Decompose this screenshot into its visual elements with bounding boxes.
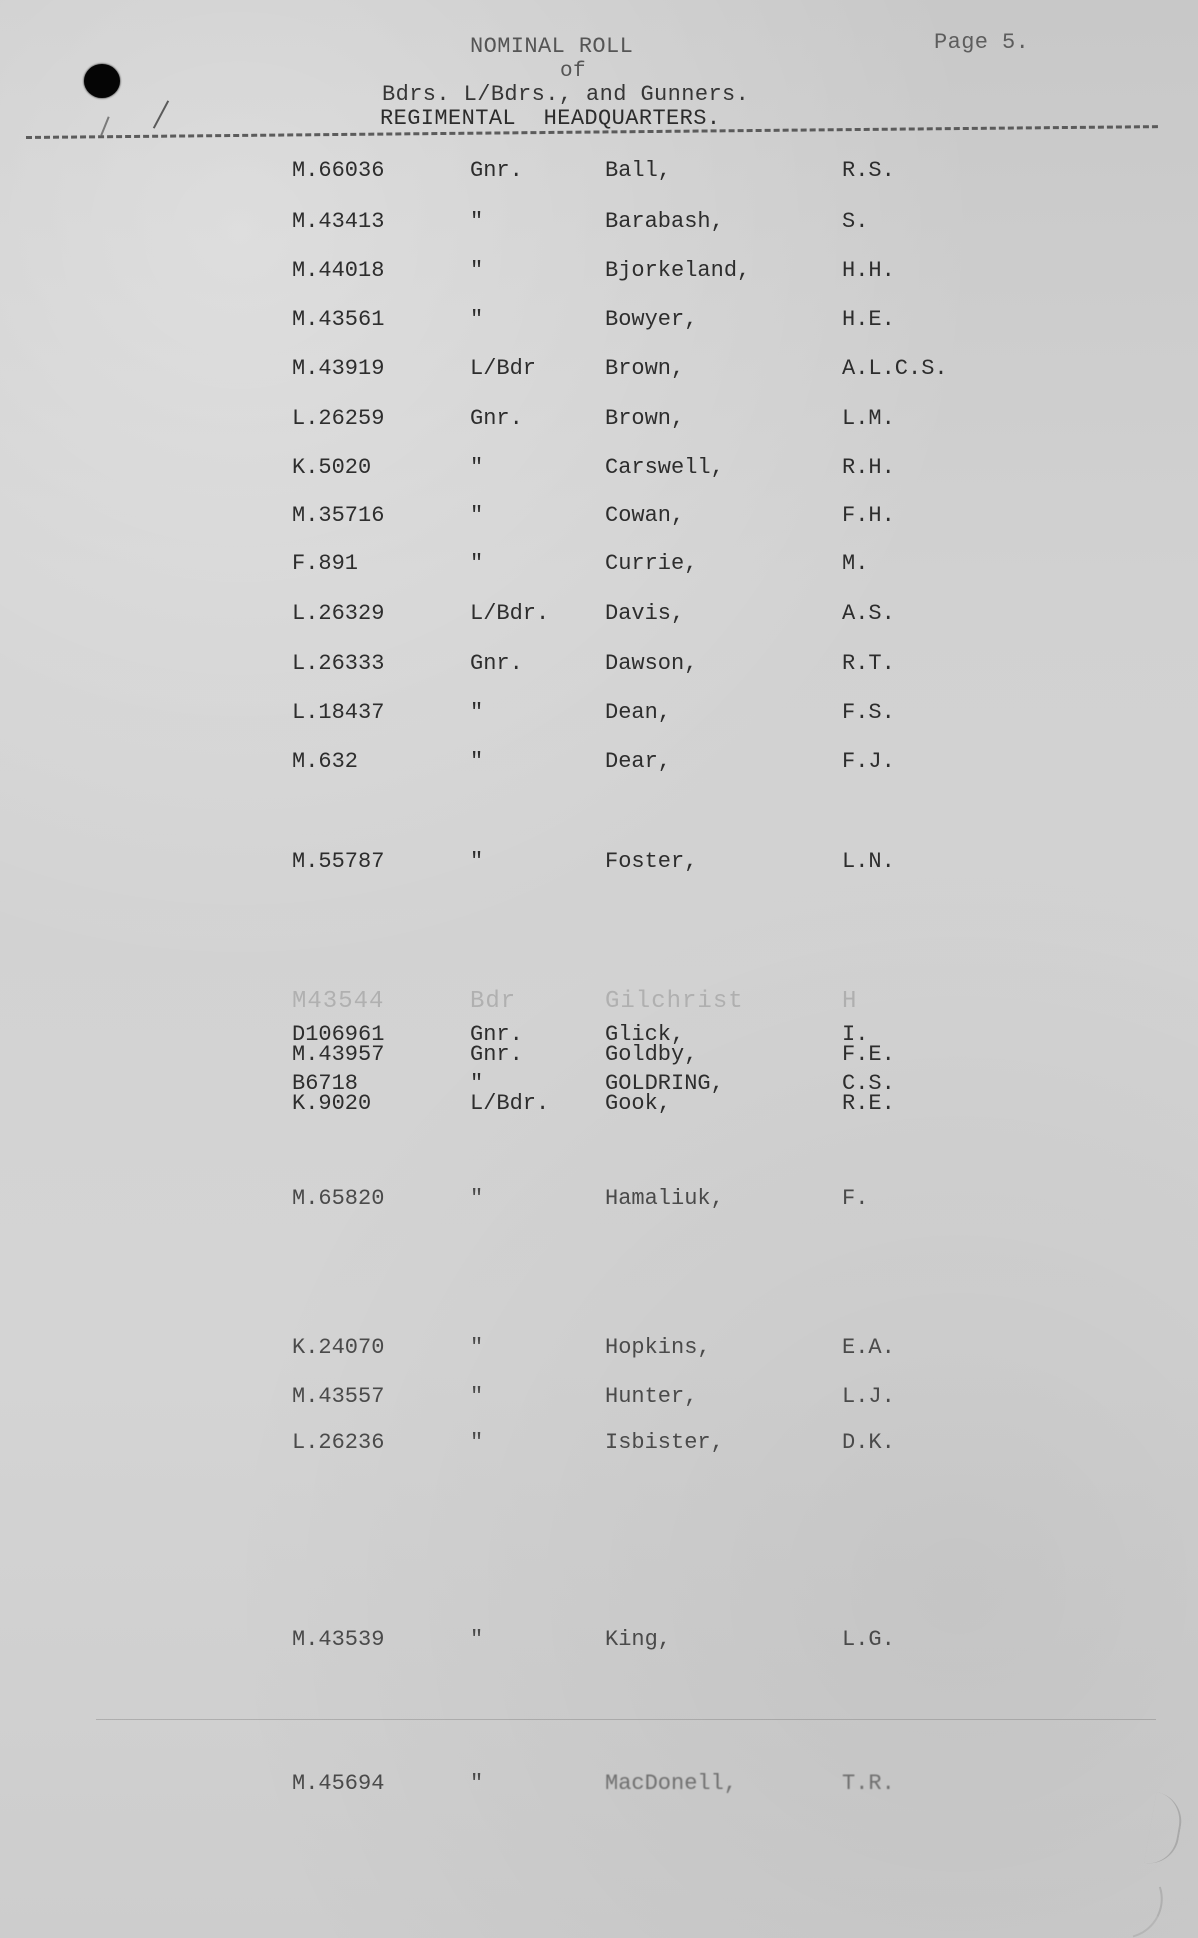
rank: "	[470, 258, 484, 283]
roster-entry	[0, 154, 1198, 188]
surname: Gook,	[605, 1091, 672, 1116]
service-number: M.45694	[292, 1771, 385, 1796]
initials: H	[842, 988, 858, 1015]
rank: "	[470, 749, 484, 774]
surname: Davis,	[605, 601, 685, 626]
initials: H.H.	[842, 258, 895, 283]
rank: Gnr.	[470, 406, 523, 431]
roster-entry	[0, 254, 1198, 288]
initials: I.	[842, 1022, 869, 1047]
initials: L.G.	[842, 1627, 895, 1652]
surname: Glick,	[605, 1022, 685, 1047]
service-number: K.5020	[292, 455, 372, 480]
surname: Foster,	[605, 849, 698, 874]
initials: D.K.	[842, 1430, 895, 1455]
roster-entry	[0, 1042, 1198, 1068]
service-number: B6718	[292, 1071, 359, 1096]
service-number: M43544	[292, 988, 385, 1015]
initials: A.S.	[842, 601, 895, 626]
rank: "	[470, 1071, 484, 1096]
roster-entry	[0, 1380, 1198, 1414]
service-number: L.26329	[292, 601, 385, 626]
rank: "	[470, 503, 484, 528]
initials: F.	[842, 1186, 869, 1211]
roster-entry	[0, 205, 1198, 239]
roster-entry	[0, 402, 1198, 436]
initials: F.S.	[842, 700, 895, 725]
rank: L/Bdr.	[470, 1091, 550, 1116]
surname: Bjorkeland,	[605, 258, 751, 283]
roster-entry	[0, 745, 1198, 779]
surname: Dean,	[605, 700, 672, 725]
rank: "	[470, 700, 484, 725]
service-number: K.24070	[292, 1335, 385, 1360]
rank: "	[470, 1186, 484, 1211]
service-number: M.43557	[292, 1384, 385, 1409]
service-number: F.891	[292, 551, 359, 576]
surname: Hunter,	[605, 1384, 698, 1409]
surname: Ball,	[605, 158, 672, 183]
document-title: NOMINAL ROLL	[470, 34, 634, 59]
rank: "	[470, 1335, 484, 1360]
initials: L.M.	[842, 406, 895, 431]
initials: R.T.	[842, 651, 895, 676]
service-number: M.43539	[292, 1627, 385, 1652]
surname: Carswell,	[605, 455, 724, 480]
rank: L/Bdr.	[470, 601, 550, 626]
initials: F.H.	[842, 503, 895, 528]
initials: L.J.	[842, 1384, 895, 1409]
service-number: M.66036	[292, 158, 385, 183]
service-number: M.43561	[292, 307, 385, 332]
roster-entry	[0, 352, 1198, 386]
rank: L/Bdr	[470, 356, 537, 381]
rank: Bdr	[470, 988, 517, 1015]
service-number: M.65820	[292, 1186, 385, 1211]
rank: "	[470, 209, 484, 234]
service-number: M.35716	[292, 503, 385, 528]
roster-entry	[0, 845, 1198, 879]
initials: L.N.	[842, 849, 895, 874]
initials: R.E.	[842, 1091, 895, 1116]
service-number: M.43919	[292, 356, 385, 381]
title-of: of	[560, 60, 587, 83]
surname: Bowyer,	[605, 307, 698, 332]
roster-entry	[0, 1331, 1198, 1365]
unit-name: REGIMENTAL HEADQUARTERS.	[380, 106, 721, 131]
roster-entry	[0, 647, 1198, 681]
surname: Hopkins,	[605, 1335, 711, 1360]
surname: Currie,	[605, 551, 698, 576]
rank: Gnr.	[470, 158, 523, 183]
rank: Gnr.	[470, 651, 523, 676]
service-number: L.26259	[292, 406, 385, 431]
initials: F.E.	[842, 1042, 895, 1067]
document-subtitle: Bdrs. L/Bdrs., and Gunners.	[382, 82, 750, 107]
service-number: L.26236	[292, 1430, 385, 1455]
initials: H.E.	[842, 307, 895, 332]
surname: Goldby,	[605, 1042, 698, 1067]
surname: Cowan,	[605, 503, 685, 528]
service-number: L.26333	[292, 651, 385, 676]
service-number: L.18437	[292, 700, 385, 725]
rank: "	[470, 1627, 484, 1652]
roster-entry	[0, 597, 1198, 631]
service-number: M.632	[292, 749, 359, 774]
surname: MacDonell,	[605, 1771, 738, 1796]
roster-entry	[0, 1623, 1198, 1657]
rank: "	[470, 307, 484, 332]
rank: Gnr.	[470, 1042, 523, 1067]
initials: T.R.	[842, 1771, 895, 1796]
roster-entry	[0, 1426, 1198, 1460]
surname: King,	[605, 1627, 672, 1652]
surname: Dawson,	[605, 651, 698, 676]
initials: R.S.	[842, 158, 895, 183]
initials: E.A.	[842, 1335, 895, 1360]
service-number: M.44018	[292, 258, 385, 283]
roster-entry	[0, 1767, 1198, 1801]
service-number: M.43413	[292, 209, 385, 234]
roster-entry	[0, 696, 1198, 730]
rank: "	[470, 551, 484, 576]
roster-entry	[0, 303, 1198, 337]
initials: A.L.C.S.	[842, 356, 948, 381]
rank: "	[470, 1430, 484, 1455]
page-number: Page 5.	[934, 30, 1030, 55]
roster-entry	[0, 451, 1198, 485]
rank: "	[470, 849, 484, 874]
roster-entry	[0, 499, 1198, 533]
service-number: M.43957	[292, 1042, 385, 1067]
surname: Brown,	[605, 356, 685, 381]
initials: S.	[842, 209, 869, 234]
initials: F.J.	[842, 749, 895, 774]
surname: Barabash,	[605, 209, 724, 234]
surname: Isbister,	[605, 1430, 724, 1455]
faint-rule	[96, 1719, 1156, 1720]
rank: "	[470, 1384, 484, 1409]
rank: "	[470, 455, 484, 480]
initials: C.S.	[842, 1071, 895, 1096]
rank: Gnr.	[470, 1022, 523, 1047]
roster-entry	[0, 1182, 1198, 1216]
rank: "	[470, 1771, 484, 1796]
roster-entry	[0, 1091, 1198, 1117]
surname: Gilchrist	[605, 988, 744, 1015]
service-number: D106961	[292, 1022, 385, 1047]
surname: GOLDRING,	[605, 1071, 724, 1096]
roster-entry	[0, 547, 1198, 581]
surname: Brown,	[605, 406, 685, 431]
service-number: M.55787	[292, 849, 385, 874]
faint-roster-entry	[0, 985, 1198, 1019]
surname: Hamaliuk,	[605, 1186, 724, 1211]
service-number: K.9020	[292, 1091, 372, 1116]
initials: R.H.	[842, 455, 895, 480]
surname: Dear,	[605, 749, 672, 774]
initials: M.	[842, 551, 869, 576]
